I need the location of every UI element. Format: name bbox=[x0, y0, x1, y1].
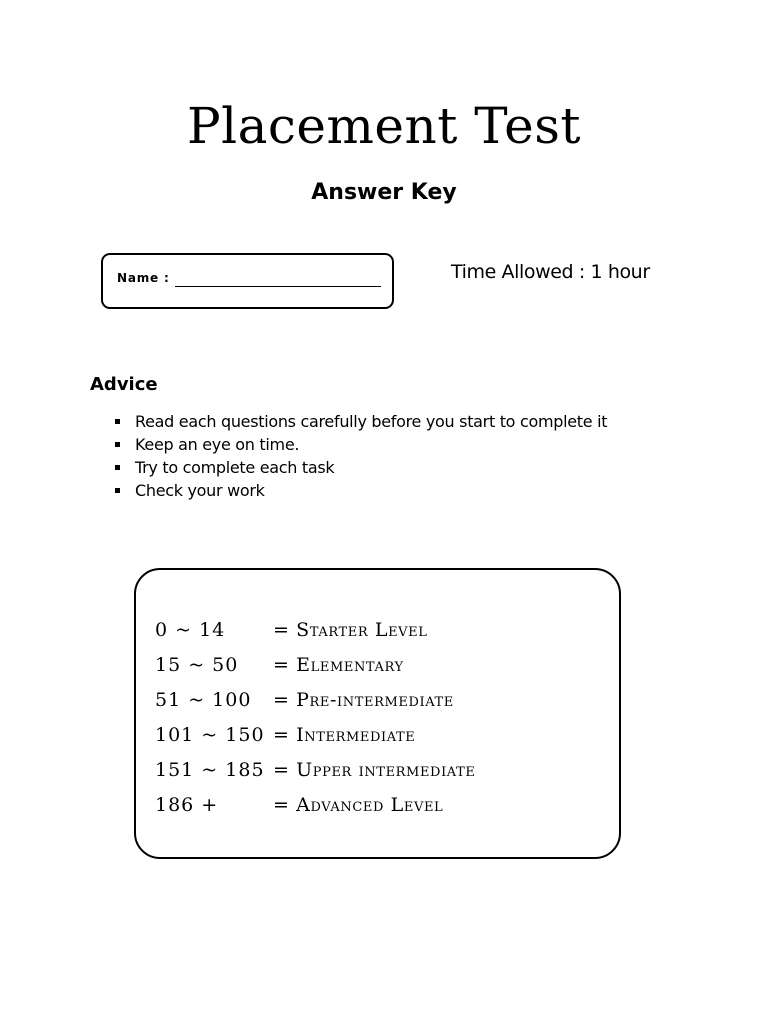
advice-item bbox=[113, 479, 607, 502]
level-range: 51 ~ 100 bbox=[155, 689, 252, 711]
level-name: = Starter Level bbox=[273, 619, 428, 641]
page-title: Placement Test bbox=[186, 97, 582, 155]
name-box bbox=[101, 253, 394, 309]
level-name: = Upper intermediate bbox=[273, 759, 476, 781]
page-subtitle: Answer Key bbox=[311, 180, 457, 205]
bullet-icon bbox=[115, 419, 120, 424]
advice-list bbox=[113, 410, 607, 502]
level-table bbox=[134, 568, 621, 859]
level-name: = Pre-intermediate bbox=[273, 689, 454, 711]
advice-item bbox=[113, 410, 607, 433]
advice-item-text: Check your work bbox=[135, 481, 265, 500]
advice-heading: Advice bbox=[90, 374, 158, 395]
advice-item-text: Read each questions carefully before you start to complete it bbox=[135, 412, 608, 431]
advice-item bbox=[113, 433, 607, 456]
level-range: 101 ~ 150 bbox=[155, 724, 265, 746]
time-allowed: Time Allowed : 1 hour bbox=[451, 261, 650, 283]
level-name: = Elementary bbox=[273, 654, 404, 676]
advice-item-text: Keep an eye on time. bbox=[135, 435, 300, 454]
level-range: 15 ~ 50 bbox=[155, 654, 239, 676]
bullet-icon bbox=[115, 442, 120, 447]
level-name: = Intermediate bbox=[273, 724, 416, 746]
bullet-icon bbox=[115, 488, 120, 493]
bullet-icon bbox=[115, 465, 120, 470]
level-range: 0 ~ 14 bbox=[155, 619, 226, 641]
advice-item-text: Try to complete each task bbox=[135, 458, 335, 477]
level-range: 186 + bbox=[155, 794, 219, 816]
name-label: Name : bbox=[117, 271, 170, 285]
name-field[interactable] bbox=[175, 286, 381, 287]
level-range: 151 ~ 185 bbox=[155, 759, 265, 781]
advice-item bbox=[113, 456, 607, 479]
level-name: = Advanced Level bbox=[273, 794, 444, 816]
